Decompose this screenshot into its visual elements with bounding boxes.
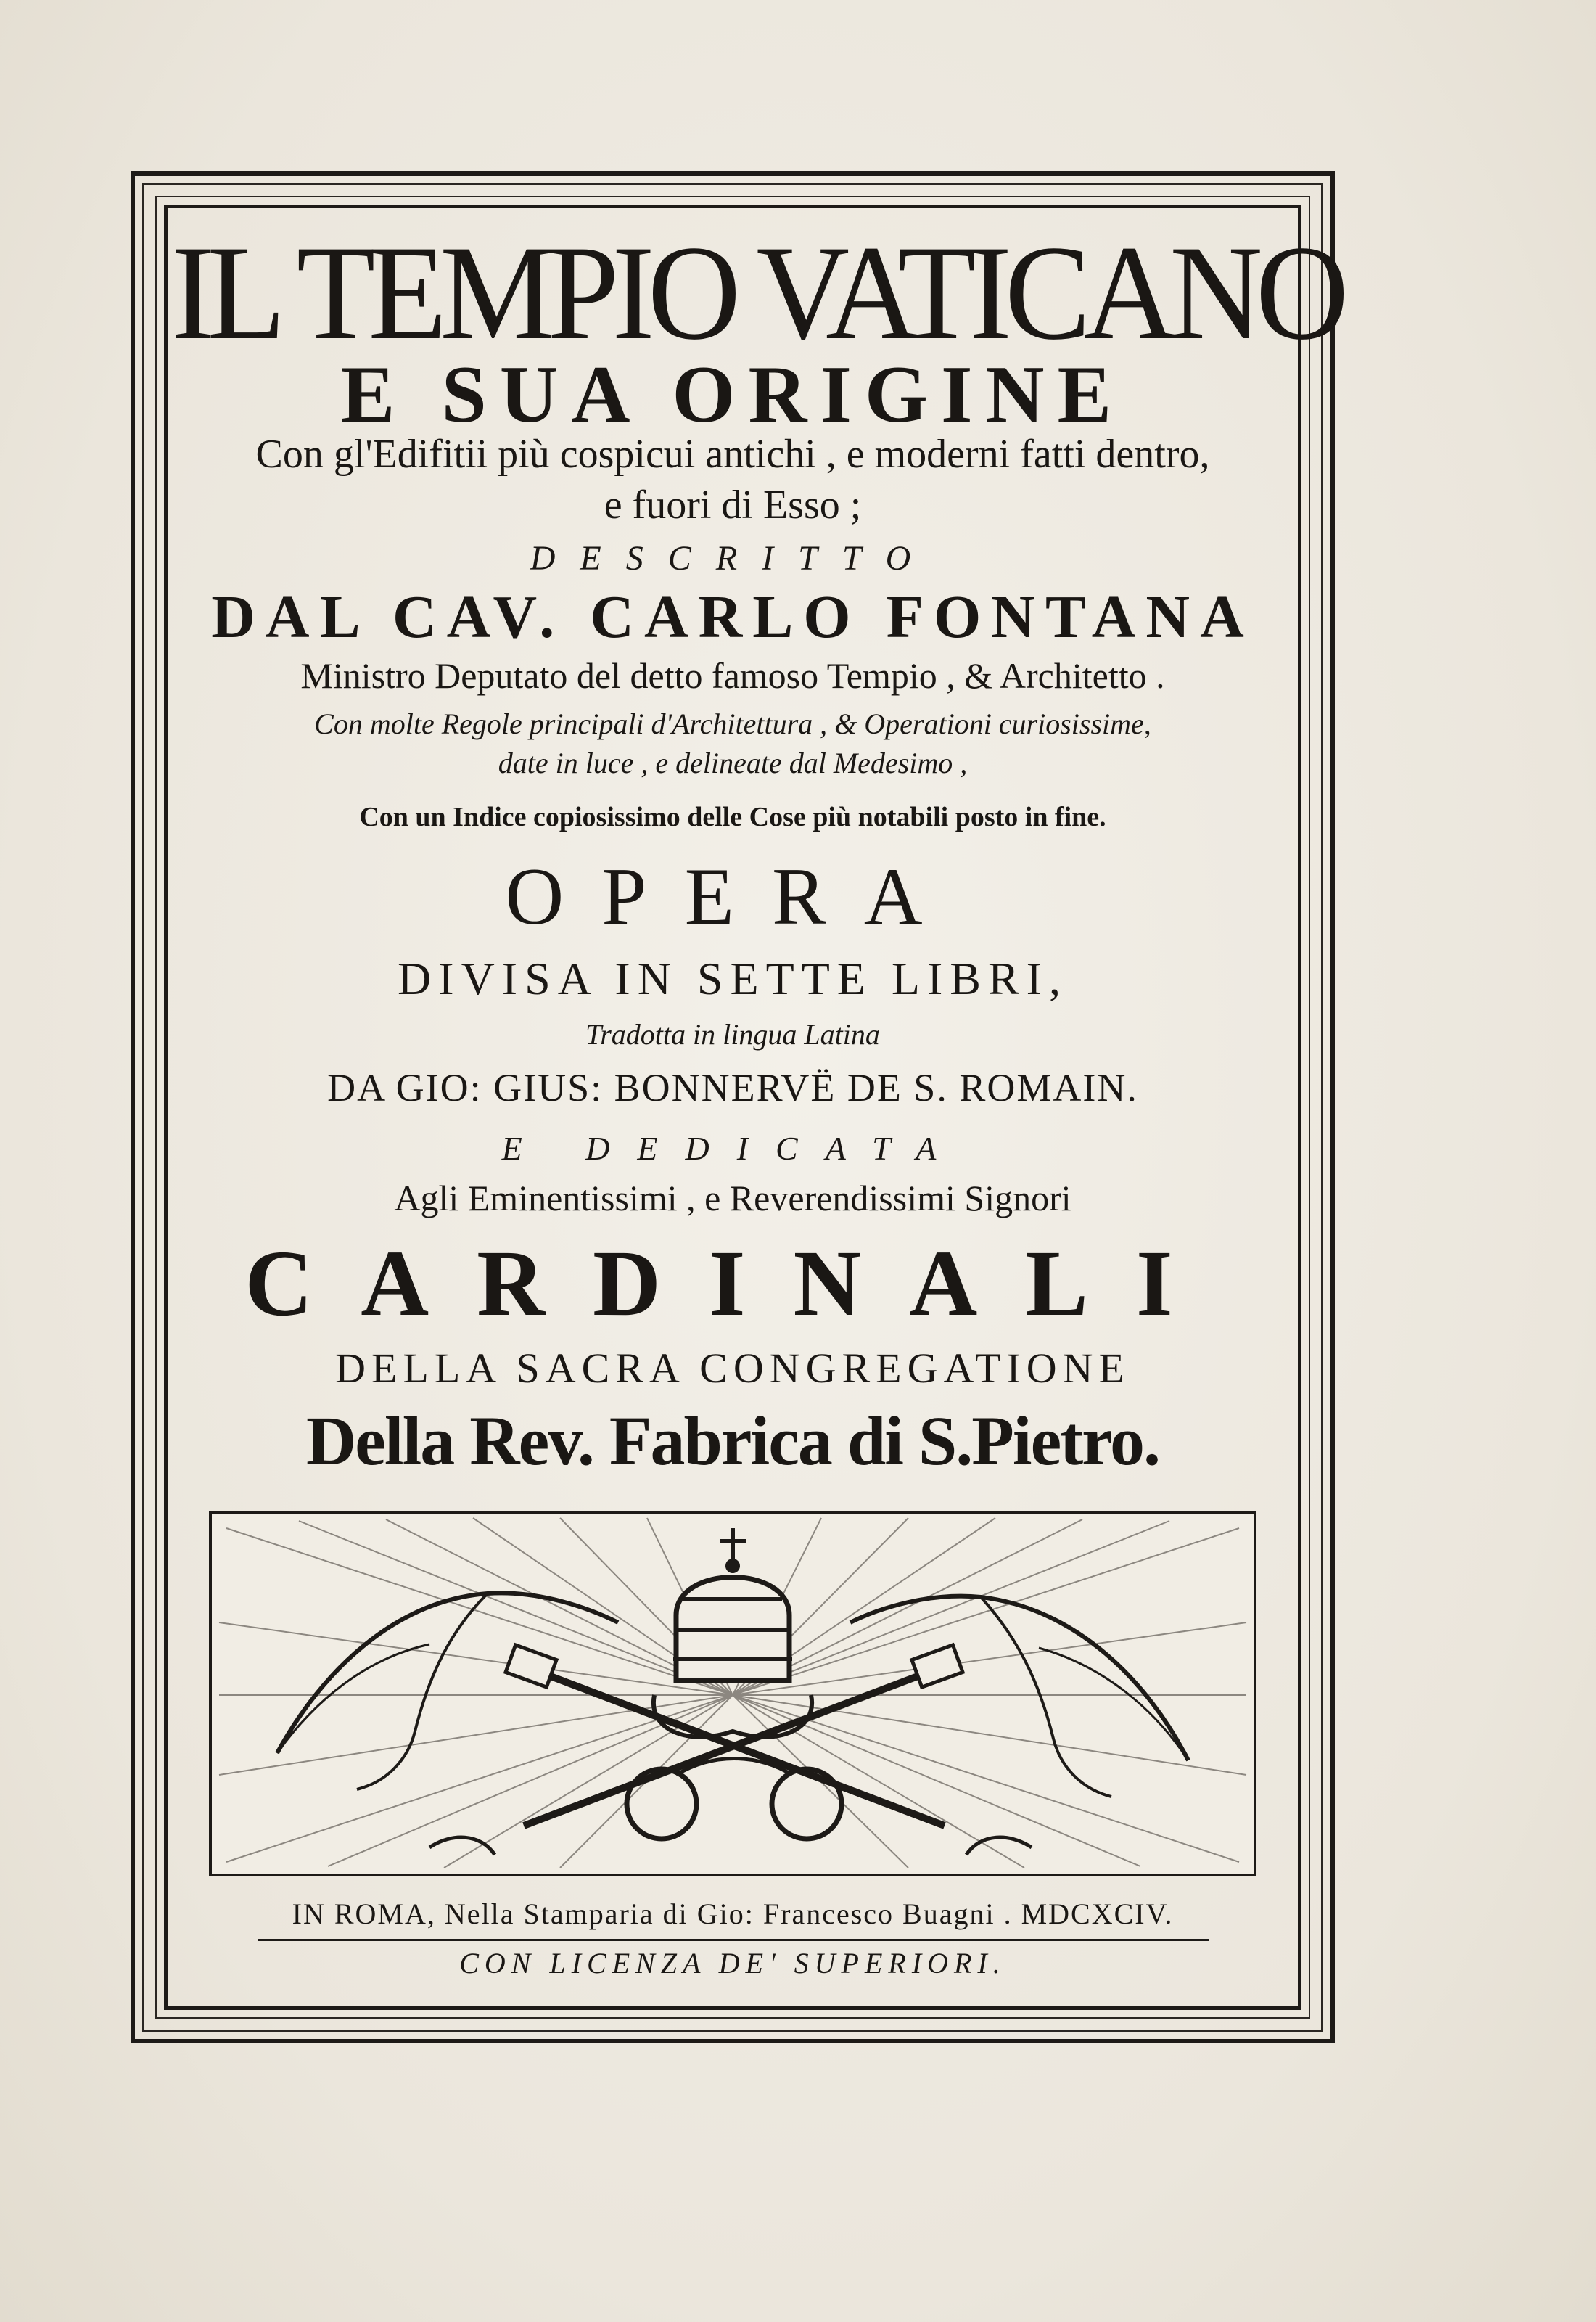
opera-heading: OPERA — [505, 852, 961, 942]
description-line-1: Con gl'Edifitii più cospicui antichi , e moderni fatti dentro, — [255, 432, 1210, 477]
author-role: Ministro Deputato del detto famoso Tempio , & Architetto . — [300, 655, 1165, 696]
author-name: DAL CAV. CARLO FONTANA — [211, 583, 1254, 651]
imprint-line: IN ROMA, Nella Stamparia di Gio: Francesco Buagni . MDCXCIV. — [292, 1898, 1174, 1930]
description-line-2: e fuori di Esso ; — [604, 483, 862, 528]
license-line: CON LICENZA DE' SUPERIORI. — [459, 1947, 1006, 1980]
tiara-keys-icon — [212, 1514, 1254, 1874]
book-title: IL TEMPIO VATICANO — [171, 217, 1342, 368]
descritto-label: DESCRITTO — [530, 539, 936, 578]
imprint-rule — [258, 1939, 1209, 1941]
division-note: DIVISA IN SETTE LIBRI, — [398, 953, 1068, 1004]
title-page — [171, 212, 1342, 2003]
fabrica-line: Della Rev. Fabrica di S.Pietro. — [305, 1402, 1160, 1480]
dedication-label: E DEDICATA — [501, 1130, 964, 1167]
cardinali-heading: CARDINALI — [244, 1231, 1221, 1336]
rules-line-2: date in luce , e delineate dal Medesimo , — [498, 747, 968, 779]
translator-name: DA GIO: GIUS: BONNERVË DE S. ROMAIN. — [327, 1066, 1138, 1109]
book-subtitle: E SUA ORIGINE — [340, 350, 1125, 440]
translation-note: Tradotta in lingua Latina — [585, 1018, 880, 1051]
dedicatees-intro: Agli Eminentissimi , e Reverendissimi Signori — [394, 1178, 1071, 1218]
congregation-line: DELLA SACRA CONGREGATIONE — [335, 1345, 1130, 1392]
rules-line-1: Con molte Regole principali d'Architettura , & Operationi curiosissime, — [314, 707, 1151, 740]
index-note: Con un Indice copiosissimo delle Cose più notabili posto in fine. — [359, 802, 1106, 832]
papal-emblem-engraving — [209, 1511, 1256, 1876]
